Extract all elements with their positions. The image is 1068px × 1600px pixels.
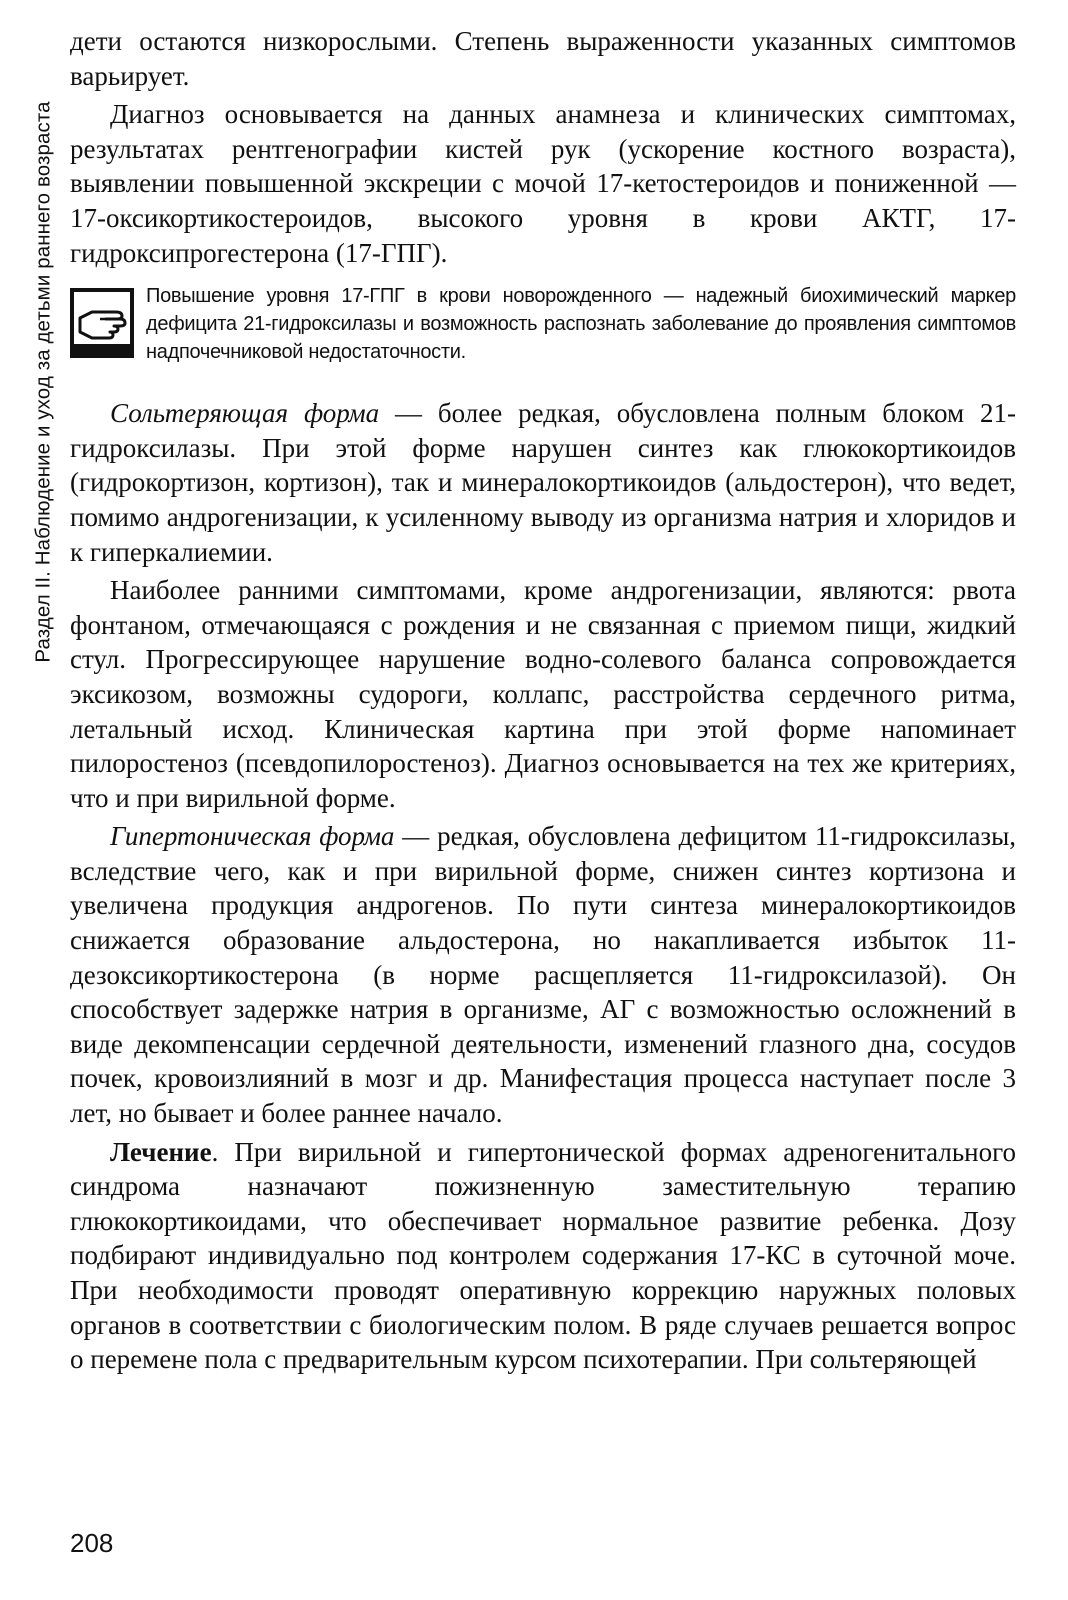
pointing-hand-icon <box>70 288 134 360</box>
paragraph-1: дети остаются низкорослыми. Степень выраженности указанных симптомов варьирует. <box>70 26 1016 91</box>
paragraph-4: Наиболее ранними симптомами, кроме андрогенизации, являются: рвота фонтаном, отмечающаяся с рождения и не связанная с приемом пищи, жидкий стул. Прогрессирующее нарушение водно-солевого баланса сопровождается эксикозом, возможны судороги, коллапс, расстройства сердечного ритма, летальный исход. Клиническая картина при этой форме напоминает пилоростеноз (псевдопилоростеноз). Диагноз основывается на тех же критериях, что и при вирильной форме. <box>70 575 1016 813</box>
running-head-text: Раздел II. Наблюдение и уход за детьми раннего возраста <box>32 101 56 663</box>
term-treatment: Лечение <box>110 1136 212 1167</box>
paragraph-hypertensive <box>70 819 1016 1130</box>
paragraph-treatment <box>70 1135 1016 1377</box>
term-salt-wasting: Сольтеряющая форма <box>110 398 380 429</box>
page-number: 208 <box>70 1528 114 1558</box>
paragraph-salt-wasting <box>70 396 1016 569</box>
paragraph-treatment-text: . При вирильной и гипертонической формах адреногенитального синдрома назначают пожизненную заместительную терапию глюкокортикоидами, что обеспечивает нормальное развитие ребенка. Дозу подбирают индивидуально под контролем содержания 17-КС в суточной моче. При необходимости проводят оперативную коррекцию наружных половых органов в соответствии с биологическим полом. В ряде случаев решается вопрос о перемене пола с предварительным курсом психотерапии. При сольтеряющей <box>70 1136 1016 1375</box>
side-running-head <box>24 22 64 742</box>
term-hypertensive: Гипертоническая форма <box>110 821 395 852</box>
paragraph-2: Диагноз основывается на данных анамнеза и клинических симптомах, результатах рентгенографии кистей рук (ускорение костного возраста), выявлении повышенной экскреции с мочой 17-кетостероидов и пониженной — 17-оксикортикостероидов, высокого уровня в крови АКТГ, 17-гидроксипрогестерона (17-ГПГ). <box>70 99 1016 268</box>
paragraph-salt-wasting-text: — более редкая, обусловлена полным блоком 21-гидроксилазы. При этой форме нарушен синтез как глюкокортикоидов (гидрокортизон, кортизон), так и минералокортикоидов (альдостерон), что ведет, помимо андрогенизации, к усиленному выводу из организма натрия и хлоридов и к гиперкалиемии. <box>70 398 1016 567</box>
paragraph-hypertensive-text: — редкая, обусловлена дефицитом 11-гидроксилазы, вследствие чего, как и при вирильной форме, снижен синтез кортизона и увеличена продукция андрогенов. По пути синтеза минералокортикоидов снижается образование альдостерона, но накапливается избыток 11-дезоксикортикостерона (в норме расщепляется 11-гидроксилазой). Он способствует задержке натрия в организме, АГ с возможностью осложнений в виде декомпенсации сердечной деятельности, изменений глазного дна, сосудов почек, кровоизлияний в мозг и др. Манифестация процесса наступает после 3 лет, но бывает и более раннее начало. <box>70 821 1016 1129</box>
callout-text: Повышение уровня 17-ГПГ в крови новорожденного — надежный биохимический маркер дефицита 21-гидроксилазы и возможность распознать заболевание до проявления симптомов надпочечниковой недостаточности. <box>146 285 1016 364</box>
page-body <box>70 24 1016 1377</box>
note-callout <box>70 282 1016 380</box>
